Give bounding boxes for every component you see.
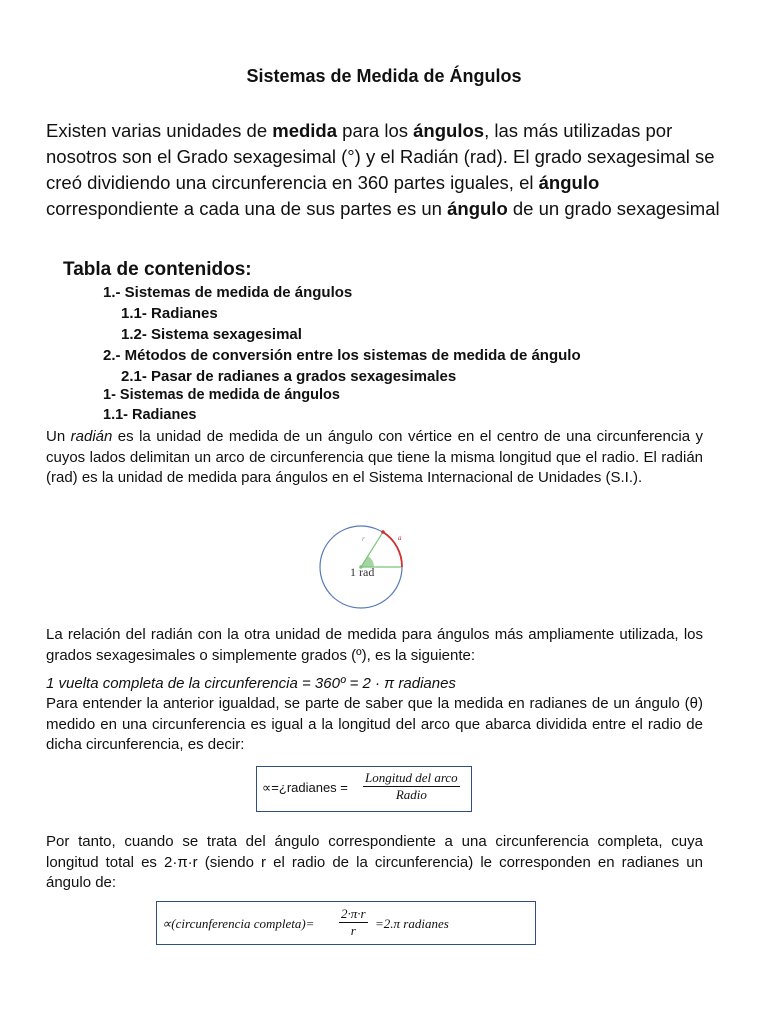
explanation-paragraph: Para entender la anterior igualdad, se parte de saber que la medida en radianes de un ángulo (θ) medido en una circunferencia es igual a la longitud del arco que abarca dividida entre el radio de dicha circunferencia, es decir: <box>46 695 703 753</box>
page-title: Sistemas de Medida de Ángulos <box>246 66 522 86</box>
formula-lhs: ∝=¿radianes = <box>262 780 348 795</box>
full-turn-equation: 1 vuelta completa de la circunferencia = 360º = 2 · π radianes <box>46 675 456 692</box>
formula2-rhs: =2.π radianes <box>375 916 449 931</box>
formula-numerator: Longitud del arco <box>365 770 458 785</box>
radian-diagram <box>310 523 410 613</box>
relation-paragraph: La relación del radián con la otra unidad de medida para ángulos más ampliamente utilizada, los grados sexagesimales o simplemente grados (º), es la siguiente: <box>46 626 703 664</box>
intro-paragraph <box>46 118 726 222</box>
rad-label: 1 rad <box>350 565 375 579</box>
intro-text: de un grado sexagesimal <box>507 198 720 219</box>
intro-text: para los <box>337 120 414 141</box>
formula2-denominator: r <box>350 923 356 938</box>
toc-item-1-2[interactable]: 1.2- Sistema sexagesimal <box>121 326 302 343</box>
section-heading-1-1: 1.1- Radianes <box>103 407 197 423</box>
arc-point <box>381 530 385 534</box>
formula-denominator: Radio <box>395 787 427 802</box>
toc-item-2[interactable]: 2.- Métodos de conversión entre los sistemas de medida de ángulo <box>103 347 581 364</box>
intro-text: Existen varias unidades de <box>46 120 273 141</box>
def-text: es la unidad de medida de un ángulo con vértice en el centro de una circunferencia y cuyos lados delimitan un arco de circunferencia que tiene la misma longitud que el radio. El radián (rad) es la unidad de medida para ángulos en el Sistema Internacional de Unidades (S.I.). <box>46 428 703 486</box>
intro-bold: ángulo <box>447 198 508 219</box>
intro-text: , las más utilizadas por nosotros son el Grado sexagesimal (°) y el Radián (rad). El grado sexagesimal se creó dividiendo una circunferencia en 360 partes iguales, el <box>46 120 715 193</box>
toc-item-1[interactable]: 1.- Sistemas de medida de ángulos <box>103 284 353 301</box>
formula-fraction <box>363 770 460 803</box>
formula-box-radians <box>256 766 472 812</box>
formula-box-circumference <box>156 901 536 945</box>
formula2-lhs: ∝(circunferencia completa)= <box>162 916 315 931</box>
complete-circle-paragraph: Por tanto, cuando se trata del ángulo correspondiente a una circunferencia completa, cuya longitud total es 2·π·r (siendo r el radio de la circunferencia) le corresponden en radianes un ángulo de: <box>46 833 703 891</box>
formula2-fraction <box>339 906 368 939</box>
intro-text: correspondiente a cada una de sus partes es un <box>46 198 448 219</box>
intro-bold: ángulo <box>538 172 600 193</box>
toc-item-1-1[interactable]: 1.1- Radianes <box>121 305 218 322</box>
formula2-numerator: 2·π·r <box>341 906 366 921</box>
def-text: Un <box>46 428 71 445</box>
section-heading-1: 1- Sistemas de medida de ángulos <box>103 387 340 403</box>
def-italic: radián <box>70 428 113 445</box>
intro-bold: ángulos <box>413 120 485 141</box>
intro-bold: medida <box>272 120 338 141</box>
radian-definition <box>46 427 703 489</box>
toc-item-2-1[interactable]: 2.1- Pasar de radianes a grados sexagesimales <box>121 368 457 385</box>
toc-heading: Tabla de contenidos: <box>63 259 252 280</box>
arc-label: a <box>398 534 402 542</box>
radius-label: r <box>362 535 365 543</box>
